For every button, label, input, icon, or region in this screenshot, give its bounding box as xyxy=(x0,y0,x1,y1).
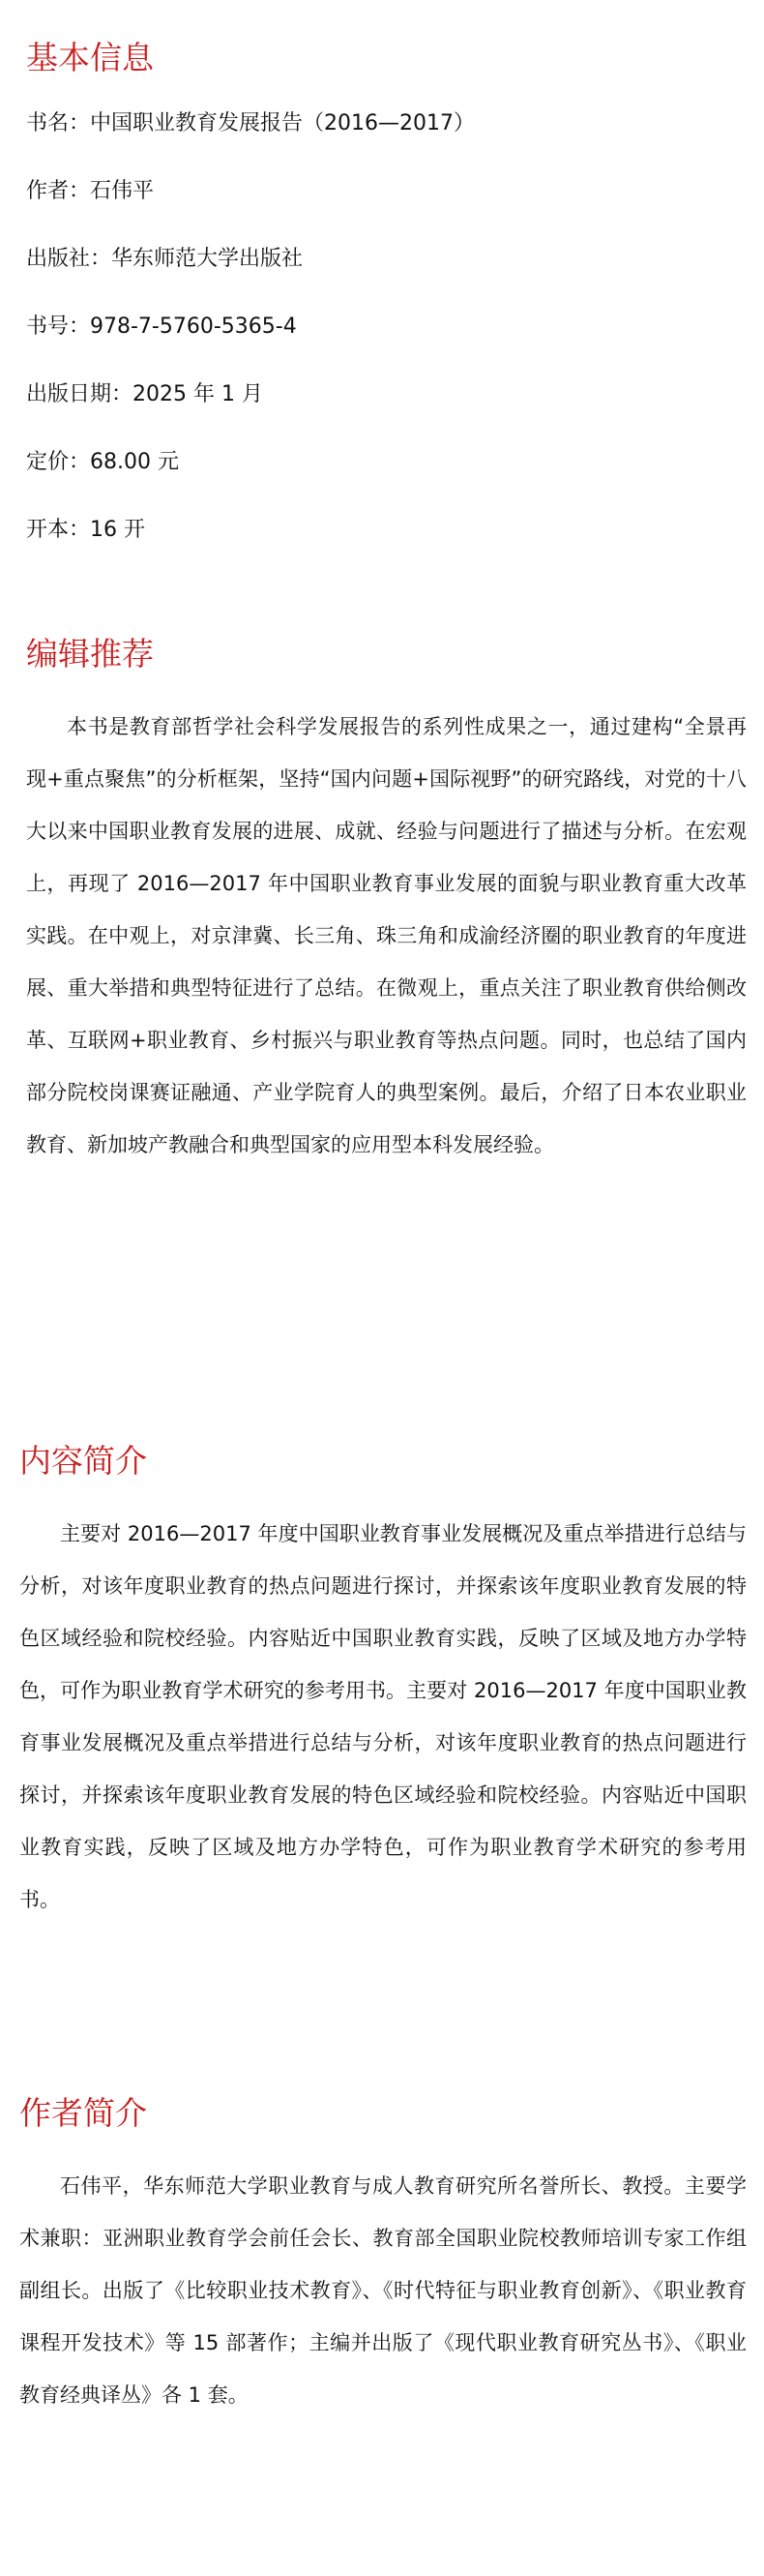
author-intro-body: 石伟平，华东师范大学职业教育与成人教育研究所名誉所长、教授。主要学术兼职：亚洲职业教育学会前任会长、教育部全国职业院校教师培训专家工作组副组长。出版了《比较职业技术教育》、《时代特征与职业教育创新》、《职业教育课程开发技术》等 15 部著作；主编并出版了《现代职业教育研究丛书》、《职业教育经典译丛》各 1 套。 xyxy=(19,2174,747,2407)
basic-info-heading: 基本信息 xyxy=(26,39,154,76)
editor-recommend-heading: 编辑推荐 xyxy=(26,635,154,673)
info-publisher: 出版社：华东师范大学出版社 xyxy=(26,247,304,271)
editor-recommend-body: 本书是教育部哲学社会科学发展报告的系列性成果之一，通过建构“全景再现+重点聚焦”的分析框架，坚持“国内问题+国际视野”的研究路线，对党的十八大以来中国职业教育发展的进展、成就、经验与问题进行了描述与分析。在宏观上，再现了 2016—2017 年中国职业教育事业发展的面貌与职业教育重大改革实践。在中观上，对京津冀、长三角、珠三角和成渝经济圈的职业教育的年度进展、重大举措和典型特征进行了总结。在微观上，重点关注了职业教育供给侧改革、互联网+职业教育、乡村振兴与职业教育等热点问题。同时，也总结了国内部分院校岗课赛证融通、产业学院育人的典型案例。最后，介绍了日本农业职业教育、新加坡产教融合和典型国家的应用型本科发展经验。 xyxy=(26,715,747,1156)
info-price: 定价：68.00 元 xyxy=(26,450,179,474)
info-author: 作者：石伟平 xyxy=(26,179,155,203)
summary-heading: 内容简介 xyxy=(19,1442,147,1480)
info-book-title: 书名：中国职业教育发展报告（2016—2017） xyxy=(26,111,475,135)
author-intro-heading: 作者简介 xyxy=(19,2094,147,2132)
info-isbn: 书号：978-7-5760-5365-4 xyxy=(26,315,297,339)
info-publish-date: 出版日期：2025 年 1 月 xyxy=(26,382,263,406)
info-format: 开本：16 开 xyxy=(26,518,145,542)
summary-body: 主要对 2016—2017 年度中国职业教育事业发展概况及重点举措进行总结与分析，对该年度职业教育的热点问题进行探讨，并探索该年度职业教育发展的特色区域经验和院校经验。内容贴近中国职业教育实践，反映了区域及地方办学特色，可作为职业教育学术研究的参考用书。主要对 2016—2017 年度中国职业教育事业发展概况及重点举措进行总结与分析，对该年度职业教育的热点问题进行探讨，并探索该年度职业教育发展的特色区域经验和院校经验。内容贴近中国职业教育实践，反映了区域及地方办学特色，可作为职业教育学术研究的参考用书。 xyxy=(19,1522,747,1911)
